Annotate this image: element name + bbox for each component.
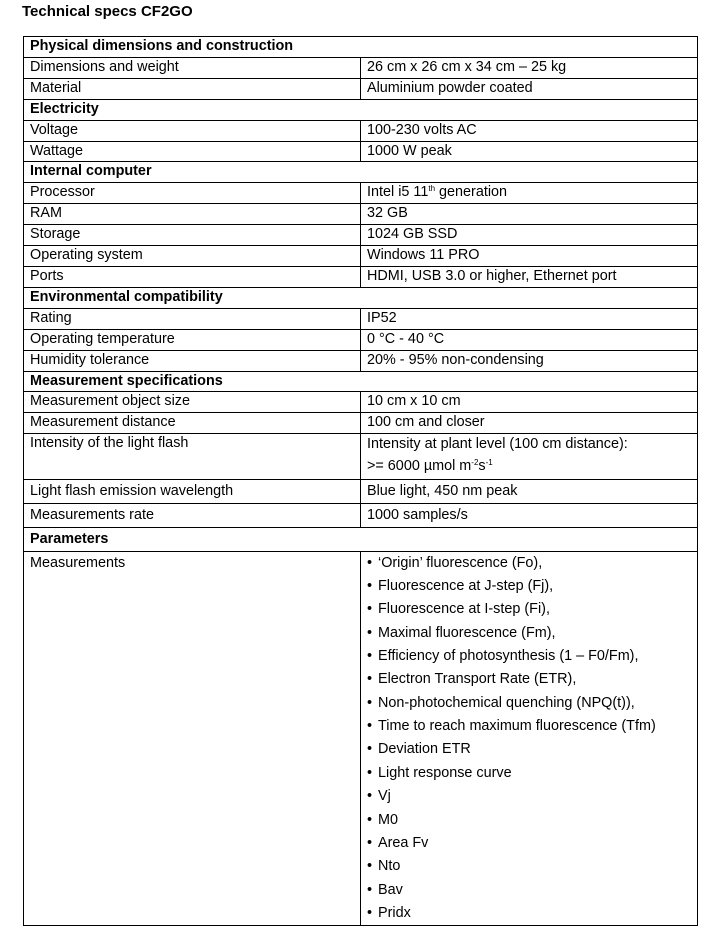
table-row (24, 350, 698, 371)
list-item (367, 575, 697, 598)
table-row (24, 266, 698, 287)
list-item (367, 902, 697, 925)
section-title: Parameters (24, 527, 698, 551)
list-item-text: Fluorescence at J-step (Fj), (378, 578, 554, 595)
section-header-parameters (24, 527, 698, 551)
bullet: • (367, 718, 373, 735)
list-item-text: Pridx (378, 904, 411, 921)
spec-label: Light flash emission wavelength (24, 479, 361, 503)
table-row (24, 479, 698, 503)
bullet: • (367, 811, 373, 828)
flash-intensity-line1: Intensity at plant level (100 cm distance): (367, 436, 628, 453)
spec-label: Voltage (24, 120, 361, 141)
list-item (367, 622, 697, 645)
spec-label: Measurements (24, 551, 361, 926)
spec-label: Operating temperature (24, 329, 361, 350)
spec-label: Humidity tolerance (24, 350, 361, 371)
section-header-computer (24, 162, 698, 183)
list-item-text: Electron Transport Rate (ETR), (378, 671, 577, 688)
spec-value: HDMI, USB 3.0 or higher, Ethernet port (361, 266, 698, 287)
spec-value: Windows 11 PRO (361, 246, 698, 267)
list-item (367, 762, 697, 785)
list-item-text: Bav (378, 881, 403, 898)
processor-text: Intel i5 11 (367, 184, 429, 201)
spec-label: Measurements rate (24, 503, 361, 527)
table-row (24, 434, 698, 480)
table-row (24, 183, 698, 204)
spec-value: 1000 W peak (361, 141, 698, 162)
bullet: • (367, 601, 373, 618)
list-item (367, 785, 697, 808)
spec-value: 100 cm and closer (361, 413, 698, 434)
table-row (24, 329, 698, 350)
section-title: Measurement specifications (24, 371, 698, 392)
list-item-text: Time to reach maximum fluorescence (Tfm) (378, 718, 656, 735)
bullet: • (367, 671, 373, 688)
section-header-environment (24, 287, 698, 308)
section-header-physical (24, 37, 698, 58)
table-row (24, 120, 698, 141)
list-item (367, 692, 697, 715)
spec-value: 20% - 95% non-condensing (361, 350, 698, 371)
spec-label: Dimensions and weight (24, 57, 361, 78)
spec-value: 1024 GB SSD (361, 225, 698, 246)
bullet: • (367, 741, 373, 758)
bullet: • (367, 554, 373, 571)
measurements-list (367, 552, 697, 926)
spec-label: Operating system (24, 246, 361, 267)
list-item (367, 552, 697, 575)
bullet: • (367, 858, 373, 875)
table-row (24, 503, 698, 527)
table-row (24, 308, 698, 329)
bullet: • (367, 904, 373, 921)
ordinal-superscript: th (428, 184, 436, 194)
bullet: • (367, 788, 373, 805)
bullet: • (367, 881, 373, 898)
table-row (24, 551, 698, 926)
unit-exponent: -1 (485, 458, 493, 468)
page-title: Technical specs CF2GO (22, 3, 193, 20)
spec-value: Aluminium powder coated (361, 78, 698, 99)
spec-value (361, 183, 698, 204)
section-header-electricity (24, 99, 698, 120)
list-item-text: Non-photochemical quenching (NPQ(t)), (378, 694, 635, 711)
table-row (24, 141, 698, 162)
list-item (367, 809, 697, 832)
list-item-text: Vj (378, 788, 391, 805)
spec-label: Measurement distance (24, 413, 361, 434)
spec-label: Material (24, 78, 361, 99)
bullet: • (367, 764, 373, 781)
spec-label: Wattage (24, 141, 361, 162)
spec-value: 1000 samples/s (361, 503, 698, 527)
section-header-measurement (24, 371, 698, 392)
spec-value: 100-230 volts AC (361, 120, 698, 141)
table-row (24, 225, 698, 246)
spec-label: Processor (24, 183, 361, 204)
table-row (24, 204, 698, 225)
bullet: • (367, 578, 373, 595)
spec-value: 26 cm x 26 cm x 34 cm – 25 kg (361, 57, 698, 78)
spec-label: Intensity of the light flash (24, 434, 361, 480)
bullet: • (367, 624, 373, 641)
list-item-text: Fluorescence at I-step (Fi), (378, 601, 550, 618)
spec-value: IP52 (361, 308, 698, 329)
spec-label: Measurement object size (24, 392, 361, 413)
list-item-text: Area Fv (378, 834, 429, 851)
spec-label: Storage (24, 225, 361, 246)
unit-seconds: s (478, 458, 486, 475)
list-item-text: M0 (378, 811, 398, 828)
unit-exponent: -2 (471, 458, 479, 468)
list-item (367, 668, 697, 691)
table-row (24, 246, 698, 267)
table-row (24, 57, 698, 78)
spec-value (361, 551, 698, 926)
list-item (367, 832, 697, 855)
list-item-text: Deviation ETR (378, 741, 471, 758)
spec-label: RAM (24, 204, 361, 225)
processor-text-suffix: generation (435, 184, 508, 201)
spec-value: 32 GB (361, 204, 698, 225)
list-item (367, 715, 697, 738)
list-item (367, 645, 697, 668)
flash-intensity-text: >= 6000 µmol m (367, 458, 472, 475)
flash-intensity-line2 (367, 454, 697, 478)
bullet: • (367, 834, 373, 851)
list-item (367, 738, 697, 761)
specs-table (23, 36, 698, 926)
bullet: • (367, 694, 373, 711)
list-item (367, 855, 697, 878)
spec-label: Ports (24, 266, 361, 287)
spec-value: Blue light, 450 nm peak (361, 479, 698, 503)
table-row (24, 78, 698, 99)
section-title: Electricity (24, 99, 698, 120)
spec-value (361, 434, 698, 480)
bullet: • (367, 648, 373, 665)
spec-value: 0 °C - 40 °C (361, 329, 698, 350)
table-row (24, 392, 698, 413)
list-item-text: Light response curve (378, 764, 512, 781)
section-title: Physical dimensions and construction (24, 37, 698, 58)
spec-value: 10 cm x 10 cm (361, 392, 698, 413)
list-item-text: Nto (378, 858, 401, 875)
section-title: Environmental compatibility (24, 287, 698, 308)
list-item (367, 598, 697, 621)
list-item (367, 879, 697, 902)
list-item-text: Efficiency of photosynthesis (1 – F0/Fm), (378, 648, 639, 665)
spec-label: Rating (24, 308, 361, 329)
section-title: Internal computer (24, 162, 698, 183)
list-item-text: ‘Origin’ fluorescence (Fo), (378, 554, 543, 571)
list-item-text: Maximal fluorescence (Fm), (378, 624, 556, 641)
table-row (24, 413, 698, 434)
